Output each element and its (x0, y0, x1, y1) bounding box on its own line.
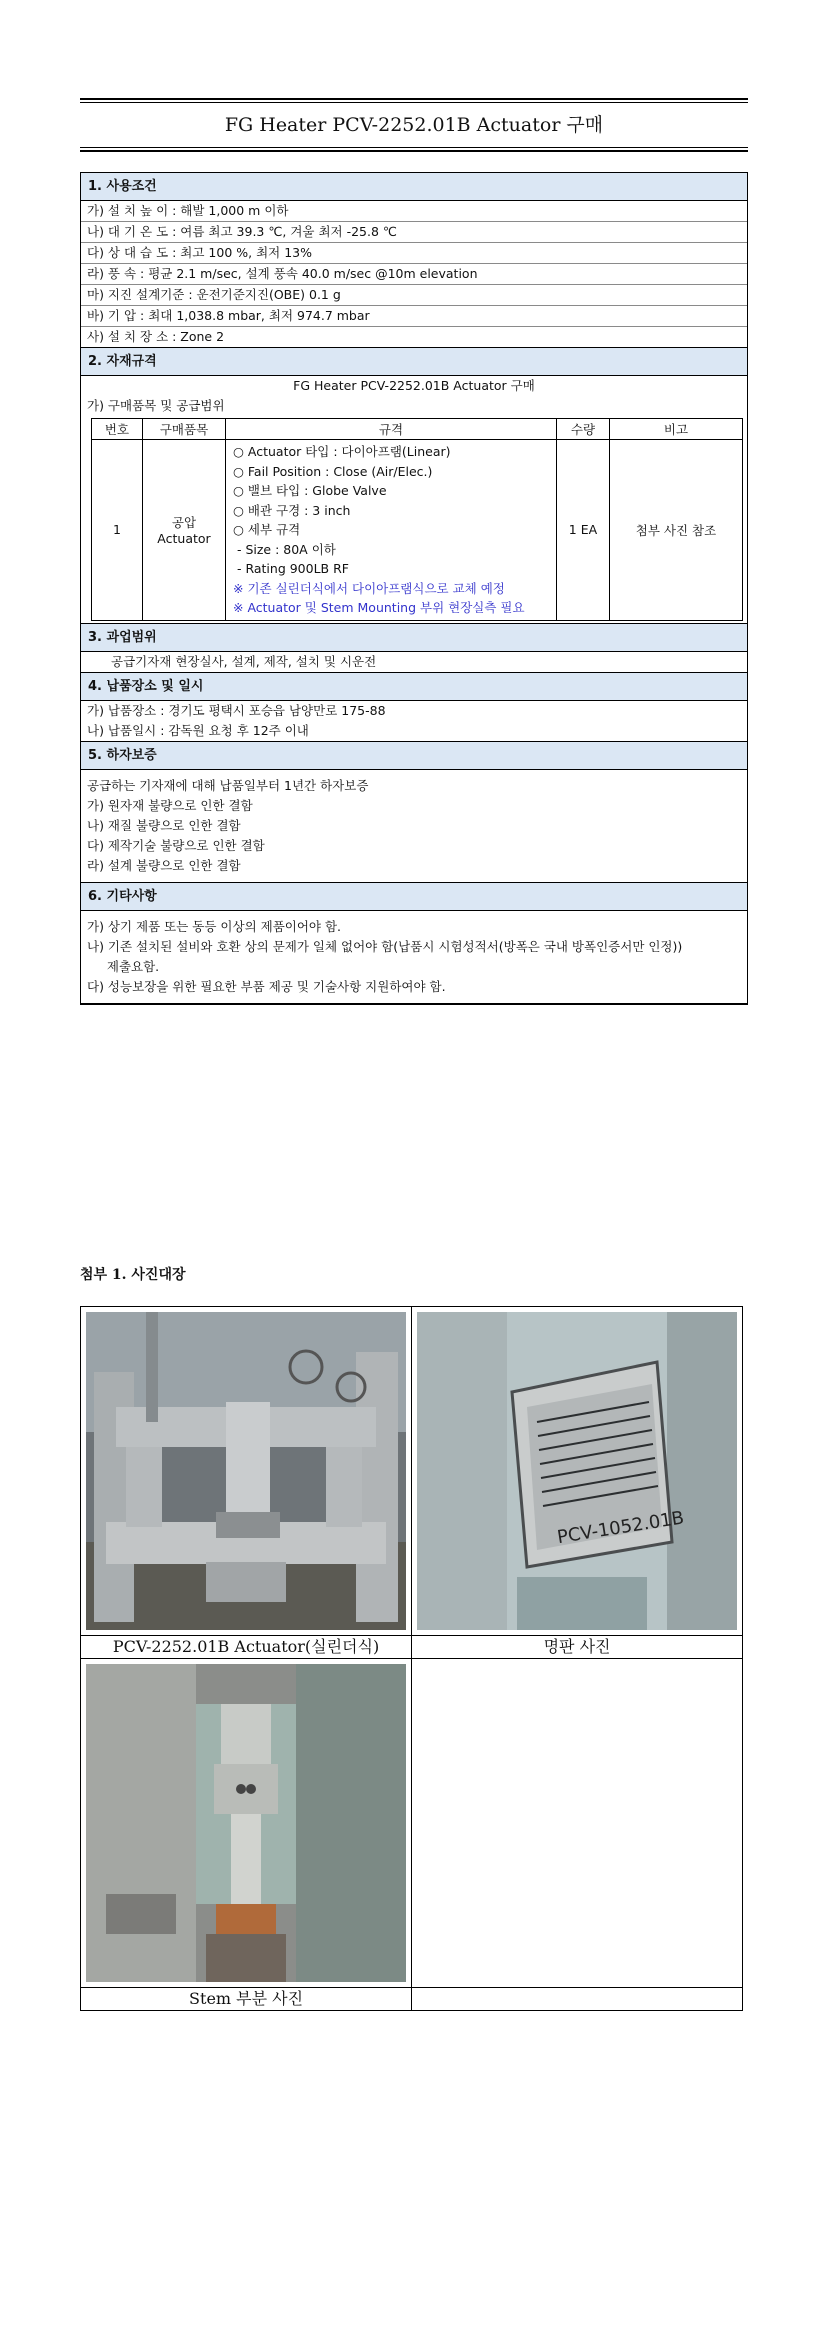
items-table (91, 418, 743, 621)
material-subtitle: FG Heater PCV-2252.01B Actuator 구매 (293, 378, 535, 393)
photo-caption: 명판 사진 (412, 1635, 742, 1658)
condition-row: 바) 기 압 : 최대 1,038.8 mbar, 최저 974.7 mbar (81, 306, 747, 327)
warranty-row: 라) 설계 불량으로 인한 결함 (87, 857, 241, 873)
misc-row: 가) 상기 제품 또는 동등 이상의 제품이어야 함. (87, 918, 342, 934)
title-rule-bottom (80, 150, 748, 152)
stem-photo (81, 1659, 411, 1987)
section-heading-delivery: 4. 납품장소 및 일시 (81, 672, 747, 701)
actuator-photo-image (86, 1312, 406, 1630)
cell-spec (226, 440, 557, 621)
scope-label: 가) 구매품목 및 공급범위 (87, 398, 225, 413)
header-qty: 수량 (557, 419, 610, 440)
delivery-row: 나) 납품일시 : 감독원 요청 후 12주 이내 (87, 722, 309, 738)
cell-qty: 1 EA (557, 440, 610, 621)
item-line: 공압 (171, 515, 197, 531)
section-heading-scope: 3. 과업범위 (81, 623, 747, 652)
spec-note: ※ 기존 실린더식에서 다이아프램식으로 교체 예정 (233, 580, 505, 596)
cell-no: 1 (92, 440, 143, 621)
condition-row: 사) 설 치 장 소 : Zone 2 (87, 329, 225, 344)
spec-line: ○ 밸브 타입 : Globe Valve (233, 483, 387, 498)
title-rule-top (80, 98, 748, 100)
section-heading-material-spec: 2. 자재규격 (81, 347, 747, 376)
delivery-row: 가) 납품장소 : 경기도 평택시 포승읍 남양만로 175-88 (87, 702, 386, 718)
spec-list (227, 441, 555, 619)
photo-table (80, 1306, 743, 2011)
cell-remark: 첨부 사진 참조 (610, 440, 743, 621)
warranty-row: 나) 재질 불량으로 인한 결함 (87, 817, 241, 833)
scope-text: 공급기자재 현장실사, 설계, 제작, 설치 및 시운전 (111, 653, 377, 669)
attachment-title: 첨부 1. 사진대장 (80, 1267, 186, 1283)
header-spec: 규격 (226, 419, 557, 440)
misc-row: 다) 성능보장을 위한 필요한 부품 제공 및 기술사항 지원하여야 함. (87, 978, 446, 994)
condition-row: 가) 설 치 높 이 : 해발 1,000 m 이하 (81, 201, 747, 222)
header-no: 번호 (92, 419, 143, 440)
spec-line: ○ Fail Position : Close (Air/Elec.) (233, 463, 433, 479)
photo-caption: Stem 부분 사진 (81, 1987, 411, 2010)
empty-photo-cell (412, 1659, 743, 2011)
title-rule-bottom-thin (80, 147, 748, 148)
warranty-row: 가) 원자재 불량으로 인한 결함 (87, 797, 253, 813)
spec-sheet (80, 172, 748, 1005)
item-line: Actuator (157, 531, 211, 547)
warranty-row: 다) 제작기술 불량으로 인한 결함 (87, 837, 265, 853)
misc-row: 제출요함. (87, 958, 160, 974)
nameplate-photo (412, 1307, 742, 1635)
document-title: FG Heater PCV-2252.01B Actuator 구매 (224, 114, 604, 136)
spec-line: - Size : 80A 이하 (233, 541, 336, 557)
nameplate-photo-image (417, 1312, 737, 1630)
title-block (80, 98, 748, 152)
condition-row: 다) 상 대 습 도 : 최고 100 %, 최저 13% (81, 243, 747, 264)
misc-row: 나) 기존 설치된 설비와 호환 상의 문제가 일체 없어야 함(납품시 시험성적서(방폭은 국내 방폭인증서만 인정)) (87, 938, 683, 954)
photo-cell (412, 1307, 743, 1659)
spec-line: ○ 세부 규격 (233, 522, 301, 537)
photo-caption: PCV-2252.01B Actuator(실린더식) (81, 1635, 411, 1658)
header-remark: 비고 (610, 419, 743, 440)
photo-cell (81, 1307, 412, 1659)
items-table-header (92, 419, 743, 440)
header-item: 구매품목 (143, 419, 226, 440)
condition-row: 마) 지진 설계기준 : 운전기준지진(OBE) 0.1 g (81, 285, 747, 306)
cell-item (143, 440, 226, 621)
section-heading-warranty: 5. 하자보증 (81, 741, 747, 770)
section-heading-misc: 6. 기타사항 (81, 882, 747, 911)
condition-row: 나) 대 기 온 도 : 여름 최고 39.3 ℃, 겨울 최저 -25.8 ℃ (81, 222, 747, 243)
spec-line: ○ Actuator 타입 : 다이아프램(Linear) (233, 444, 451, 459)
section-heading-conditions: 1. 사용조건 (81, 173, 747, 201)
stem-photo-image (86, 1664, 406, 1982)
condition-row: 라) 풍 속 : 평균 2.1 m/sec, 설계 풍속 40.0 m/sec @10m elevation (81, 264, 747, 285)
spec-note: ※ Actuator 및 Stem Mounting 부위 현장실측 필요 (233, 600, 525, 615)
spec-line: ○ 배관 구경 : 3 inch (233, 502, 351, 518)
warranty-row: 공급하는 기자재에 대해 납품일부터 1년간 하자보증 (87, 777, 369, 793)
actuator-photo (81, 1307, 411, 1635)
photo-cell (81, 1659, 412, 2011)
table-row (92, 440, 743, 621)
spec-line: - Rating 900LB RF (233, 561, 349, 576)
nameplate-handwriting: PCV-1052.01B (555, 1507, 686, 1549)
